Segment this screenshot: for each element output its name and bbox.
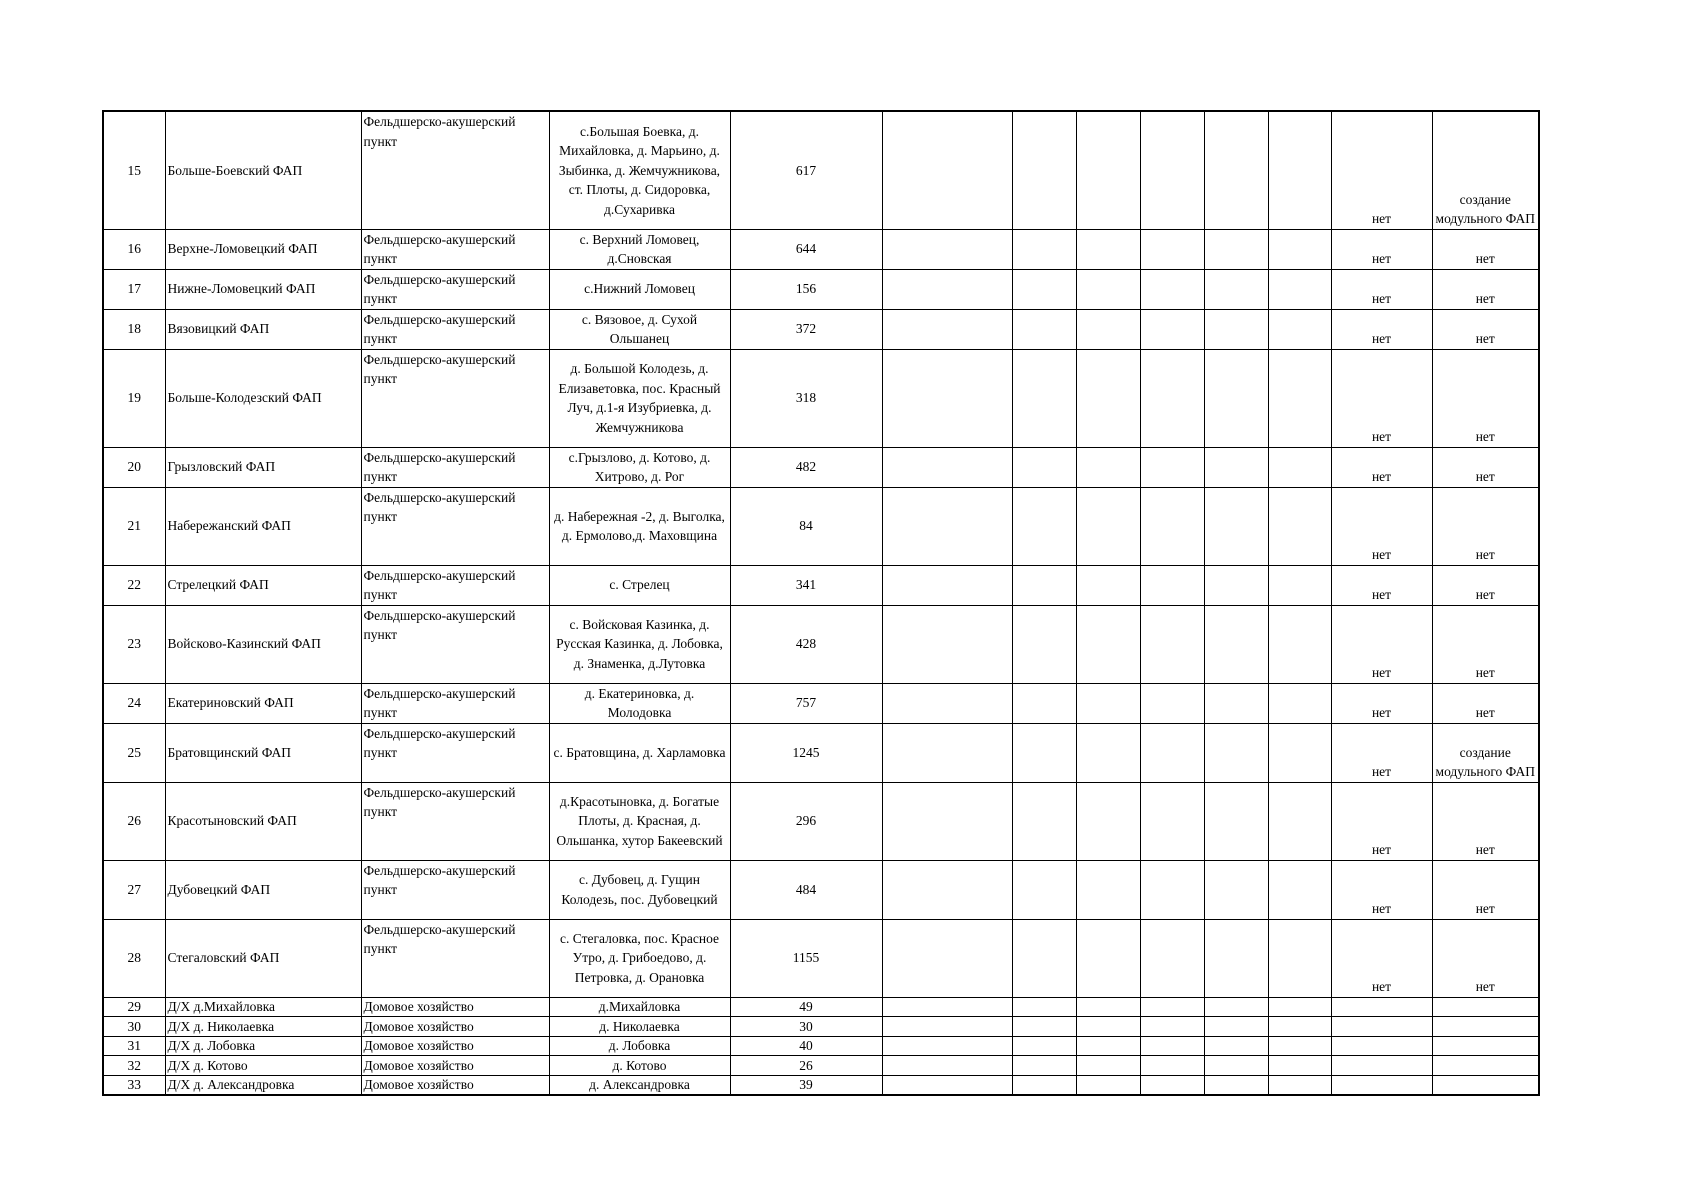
empty-cell: [1204, 723, 1268, 782]
empty-cell: [1204, 1036, 1268, 1056]
table-row: [103, 683, 1539, 723]
empty-cell: [882, 349, 1012, 447]
empty-cell: [1204, 447, 1268, 487]
empty-cell: [882, 997, 1012, 1017]
plan-cell: [1432, 1056, 1539, 1076]
population-count: 1245: [730, 723, 882, 782]
empty-cell: [1204, 782, 1268, 860]
status-cell: нет: [1331, 782, 1432, 860]
served-localities: с.Большая Боевка, д. Михайловка, д. Марьино, д. Зыбинка, д. Жемчужникова, ст. Плоты, д. Сидоровка, д.Сухаривка: [549, 111, 730, 229]
empty-cell: [882, 447, 1012, 487]
served-localities: д. Александровка: [549, 1075, 730, 1095]
empty-cell: [1204, 919, 1268, 997]
facility-name: Больше-Боевский ФАП: [165, 111, 361, 229]
empty-cell: [1012, 349, 1076, 447]
population-count: 39: [730, 1075, 882, 1095]
empty-cell: [882, 683, 1012, 723]
plan-cell: [1432, 1075, 1539, 1095]
population-count: 49: [730, 997, 882, 1017]
empty-cell: [882, 1075, 1012, 1095]
table-row: [103, 997, 1539, 1017]
empty-cell: [1140, 782, 1204, 860]
plan-cell: нет: [1432, 683, 1539, 723]
empty-cell: [1140, 1036, 1204, 1056]
served-localities: д. Большой Колодезь, д. Елизаветовка, пос. Красный Луч, д.1-я Изубриевка, д. Жемчужникова: [549, 349, 730, 447]
facility-name: Екатериновский ФАП: [165, 683, 361, 723]
empty-cell: [1268, 782, 1331, 860]
row-number: 18: [103, 309, 165, 349]
empty-cell: [1204, 565, 1268, 605]
empty-cell: [1076, 860, 1140, 919]
empty-cell: [1076, 1056, 1140, 1076]
empty-cell: [1268, 605, 1331, 683]
status-cell: нет: [1331, 565, 1432, 605]
row-number: 27: [103, 860, 165, 919]
status-cell: [1331, 1075, 1432, 1095]
empty-cell: [1204, 349, 1268, 447]
facility-name: Д/Х д.Михайловка: [165, 997, 361, 1017]
facility-type: Фельдшерско-акушерский пункт: [361, 349, 549, 447]
population-count: 26: [730, 1056, 882, 1076]
empty-cell: [1076, 349, 1140, 447]
row-number: 24: [103, 683, 165, 723]
table-row: [103, 349, 1539, 447]
empty-cell: [1076, 782, 1140, 860]
facility-name: Набережанский ФАП: [165, 487, 361, 565]
empty-cell: [1076, 1017, 1140, 1037]
facility-name: Д/Х д. Котово: [165, 1056, 361, 1076]
empty-cell: [1268, 349, 1331, 447]
population-count: 617: [730, 111, 882, 229]
empty-cell: [1204, 269, 1268, 309]
status-cell: [1331, 997, 1432, 1017]
empty-cell: [882, 229, 1012, 269]
status-cell: [1331, 1017, 1432, 1037]
facility-type: Фельдшерско-акушерский пункт: [361, 269, 549, 309]
empty-cell: [1012, 487, 1076, 565]
empty-cell: [1140, 919, 1204, 997]
facility-type: Фельдшерско-акушерский пункт: [361, 447, 549, 487]
served-localities: с. Стрелец: [549, 565, 730, 605]
empty-cell: [1012, 997, 1076, 1017]
served-localities: д. Екатериновка, д. Молодовка: [549, 683, 730, 723]
plan-cell: [1432, 1017, 1539, 1037]
empty-cell: [1140, 605, 1204, 683]
facility-name: Стрелецкий ФАП: [165, 565, 361, 605]
population-count: 1155: [730, 919, 882, 997]
empty-cell: [1140, 1017, 1204, 1037]
facility-name: Стегаловский ФАП: [165, 919, 361, 997]
empty-cell: [1268, 1017, 1331, 1037]
status-cell: нет: [1331, 111, 1432, 229]
served-localities: д. Лобовка: [549, 1036, 730, 1056]
empty-cell: [1012, 782, 1076, 860]
plan-cell: нет: [1432, 269, 1539, 309]
plan-cell: нет: [1432, 860, 1539, 919]
population-count: 644: [730, 229, 882, 269]
table-row: [103, 487, 1539, 565]
table-row: [103, 1075, 1539, 1095]
row-number: 25: [103, 723, 165, 782]
plan-cell: нет: [1432, 605, 1539, 683]
empty-cell: [882, 723, 1012, 782]
status-cell: нет: [1331, 229, 1432, 269]
empty-cell: [1140, 1075, 1204, 1095]
empty-cell: [1268, 487, 1331, 565]
facility-type: Домовое хозяйство: [361, 1056, 549, 1076]
empty-cell: [1268, 997, 1331, 1017]
empty-cell: [1076, 919, 1140, 997]
facility-type: Домовое хозяйство: [361, 1075, 549, 1095]
facility-type: Домовое хозяйство: [361, 1017, 549, 1037]
empty-cell: [1012, 1036, 1076, 1056]
empty-cell: [1076, 1075, 1140, 1095]
row-number: 33: [103, 1075, 165, 1095]
empty-cell: [1012, 229, 1076, 269]
empty-cell: [1012, 309, 1076, 349]
empty-cell: [1268, 1036, 1331, 1056]
empty-cell: [1268, 1056, 1331, 1076]
empty-cell: [882, 111, 1012, 229]
served-localities: с. Братовщина, д. Харламовка: [549, 723, 730, 782]
empty-cell: [1076, 309, 1140, 349]
facility-type: Фельдшерско-акушерский пункт: [361, 919, 549, 997]
empty-cell: [882, 1056, 1012, 1076]
empty-cell: [1140, 997, 1204, 1017]
facility-name: Красотыновский ФАП: [165, 782, 361, 860]
served-localities: с. Вязовое, д. Сухой Ольшанец: [549, 309, 730, 349]
empty-cell: [1204, 229, 1268, 269]
table-row: [103, 111, 1539, 229]
population-count: 482: [730, 447, 882, 487]
table-row: [103, 782, 1539, 860]
empty-cell: [1268, 1075, 1331, 1095]
facility-name: Больше-Колодезский ФАП: [165, 349, 361, 447]
row-number: 15: [103, 111, 165, 229]
facility-type: Фельдшерско-акушерский пункт: [361, 111, 549, 229]
table-row: [103, 1056, 1539, 1076]
plan-cell: нет: [1432, 309, 1539, 349]
population-count: 428: [730, 605, 882, 683]
facility-type: Фельдшерско-акушерский пункт: [361, 309, 549, 349]
plan-cell: создание модульного ФАП: [1432, 723, 1539, 782]
table-row: [103, 605, 1539, 683]
status-cell: нет: [1331, 723, 1432, 782]
empty-cell: [1012, 1075, 1076, 1095]
empty-cell: [1012, 1017, 1076, 1037]
table-row: [103, 309, 1539, 349]
served-localities: д. Набережная -2, д. Выголка, д. Ермолово,д. Маховщина: [549, 487, 730, 565]
facility-type: Фельдшерско-акушерский пункт: [361, 487, 549, 565]
facility-name: Д/Х д. Николаевка: [165, 1017, 361, 1037]
empty-cell: [1204, 1017, 1268, 1037]
table-row: [103, 269, 1539, 309]
status-cell: нет: [1331, 269, 1432, 309]
empty-cell: [1268, 229, 1331, 269]
empty-cell: [1268, 919, 1331, 997]
population-count: 757: [730, 683, 882, 723]
empty-cell: [1076, 487, 1140, 565]
facility-type: Фельдшерско-акушерский пункт: [361, 605, 549, 683]
empty-cell: [882, 309, 1012, 349]
status-cell: нет: [1331, 447, 1432, 487]
empty-cell: [882, 1036, 1012, 1056]
table-row: [103, 447, 1539, 487]
empty-cell: [1140, 723, 1204, 782]
plan-cell: нет: [1432, 487, 1539, 565]
empty-cell: [1140, 229, 1204, 269]
population-count: 318: [730, 349, 882, 447]
empty-cell: [882, 860, 1012, 919]
plan-cell: создание модульного ФАП: [1432, 111, 1539, 229]
facility-type: Домовое хозяйство: [361, 997, 549, 1017]
status-cell: нет: [1331, 349, 1432, 447]
facility-type: Фельдшерско-акушерский пункт: [361, 723, 549, 782]
facility-name: Вязовицкий ФАП: [165, 309, 361, 349]
served-localities: с.Грызлово, д. Котово, д. Хитрово, д. Рог: [549, 447, 730, 487]
facility-name: Д/Х д. Александровка: [165, 1075, 361, 1095]
table-row: [103, 919, 1539, 997]
population-count: 484: [730, 860, 882, 919]
empty-cell: [1012, 565, 1076, 605]
empty-cell: [1076, 1036, 1140, 1056]
empty-cell: [1140, 860, 1204, 919]
empty-cell: [1076, 683, 1140, 723]
empty-cell: [1076, 997, 1140, 1017]
served-localities: д.Михайловка: [549, 997, 730, 1017]
empty-cell: [1140, 447, 1204, 487]
population-count: 84: [730, 487, 882, 565]
table-row: [103, 723, 1539, 782]
facility-type: Фельдшерско-акушерский пункт: [361, 229, 549, 269]
table-row: [103, 565, 1539, 605]
facility-name: Грызловский ФАП: [165, 447, 361, 487]
facility-type: Фельдшерско-акушерский пункт: [361, 860, 549, 919]
empty-cell: [1268, 111, 1331, 229]
facility-type: Фельдшерско-акушерский пункт: [361, 782, 549, 860]
population-count: 156: [730, 269, 882, 309]
empty-cell: [1076, 723, 1140, 782]
population-count: 341: [730, 565, 882, 605]
row-number: 23: [103, 605, 165, 683]
empty-cell: [1140, 269, 1204, 309]
empty-cell: [1204, 111, 1268, 229]
table-row: [103, 860, 1539, 919]
empty-cell: [882, 919, 1012, 997]
empty-cell: [882, 269, 1012, 309]
row-number: 22: [103, 565, 165, 605]
table-row: [103, 1017, 1539, 1037]
served-localities: с. Войсковая Казинка, д. Русская Казинка, д. Лобовка, д. Знаменка, д.Лутовка: [549, 605, 730, 683]
table-row: [103, 229, 1539, 269]
empty-cell: [882, 605, 1012, 683]
facility-name: Верхне-Ломовецкий ФАП: [165, 229, 361, 269]
empty-cell: [1012, 269, 1076, 309]
plan-cell: нет: [1432, 782, 1539, 860]
empty-cell: [882, 782, 1012, 860]
population-count: 372: [730, 309, 882, 349]
served-localities: д. Котово: [549, 1056, 730, 1076]
row-number: 16: [103, 229, 165, 269]
empty-cell: [1204, 309, 1268, 349]
row-number: 21: [103, 487, 165, 565]
empty-cell: [1268, 860, 1331, 919]
empty-cell: [1140, 309, 1204, 349]
row-number: 20: [103, 447, 165, 487]
plan-cell: нет: [1432, 229, 1539, 269]
plan-cell: нет: [1432, 349, 1539, 447]
status-cell: нет: [1331, 683, 1432, 723]
empty-cell: [1012, 605, 1076, 683]
empty-cell: [882, 1017, 1012, 1037]
empty-cell: [1076, 605, 1140, 683]
plan-cell: [1432, 1036, 1539, 1056]
population-count: 296: [730, 782, 882, 860]
empty-cell: [1140, 349, 1204, 447]
empty-cell: [1012, 919, 1076, 997]
empty-cell: [1204, 1075, 1268, 1095]
empty-cell: [1012, 447, 1076, 487]
empty-cell: [1268, 683, 1331, 723]
plan-cell: [1432, 997, 1539, 1017]
table-row: [103, 1036, 1539, 1056]
empty-cell: [1140, 683, 1204, 723]
row-number: 28: [103, 919, 165, 997]
status-cell: нет: [1331, 919, 1432, 997]
empty-cell: [1076, 447, 1140, 487]
empty-cell: [1268, 269, 1331, 309]
empty-cell: [1140, 111, 1204, 229]
status-cell: [1331, 1036, 1432, 1056]
facility-name: Нижне-Ломовецкий ФАП: [165, 269, 361, 309]
facility-type: Фельдшерско-акушерский пункт: [361, 565, 549, 605]
served-localities: с. Верхний Ломовец, д.Сновская: [549, 229, 730, 269]
empty-cell: [1140, 1056, 1204, 1076]
empty-cell: [1076, 229, 1140, 269]
facility-name: Д/Х д. Лобовка: [165, 1036, 361, 1056]
status-cell: нет: [1331, 860, 1432, 919]
row-number: 17: [103, 269, 165, 309]
empty-cell: [1140, 565, 1204, 605]
plan-cell: нет: [1432, 919, 1539, 997]
row-number: 19: [103, 349, 165, 447]
empty-cell: [1076, 565, 1140, 605]
empty-cell: [1268, 723, 1331, 782]
empty-cell: [1076, 111, 1140, 229]
empty-cell: [882, 487, 1012, 565]
row-number: 31: [103, 1036, 165, 1056]
status-cell: нет: [1331, 605, 1432, 683]
served-localities: с.Нижний Ломовец: [549, 269, 730, 309]
status-cell: нет: [1331, 487, 1432, 565]
status-cell: [1331, 1056, 1432, 1076]
plan-cell: нет: [1432, 447, 1539, 487]
facility-name: Братовщинский ФАП: [165, 723, 361, 782]
facilities-table: [102, 110, 1540, 1096]
empty-cell: [1268, 447, 1331, 487]
empty-cell: [1204, 683, 1268, 723]
served-localities: д.Красотыновка, д. Богатые Плоты, д. Красная, д. Ольшанка, хутор Бакеевский: [549, 782, 730, 860]
row-number: 29: [103, 997, 165, 1017]
empty-cell: [1012, 723, 1076, 782]
empty-cell: [1204, 1056, 1268, 1076]
population-count: 30: [730, 1017, 882, 1037]
empty-cell: [1076, 269, 1140, 309]
empty-cell: [1140, 487, 1204, 565]
empty-cell: [1012, 111, 1076, 229]
empty-cell: [1012, 1056, 1076, 1076]
served-localities: д. Николаевка: [549, 1017, 730, 1037]
empty-cell: [1268, 565, 1331, 605]
served-localities: с. Дубовец, д. Гущин Колодезь, пос. Дубовецкий: [549, 860, 730, 919]
empty-cell: [882, 565, 1012, 605]
empty-cell: [1012, 683, 1076, 723]
empty-cell: [1012, 860, 1076, 919]
empty-cell: [1204, 860, 1268, 919]
plan-cell: нет: [1432, 565, 1539, 605]
population-count: 40: [730, 1036, 882, 1056]
empty-cell: [1268, 309, 1331, 349]
empty-cell: [1204, 487, 1268, 565]
served-localities: с. Стегаловка, пос. Красное Утро, д. Грибоедово, д. Петровка, д. Орановка: [549, 919, 730, 997]
empty-cell: [1204, 997, 1268, 1017]
row-number: 26: [103, 782, 165, 860]
facility-type: Домовое хозяйство: [361, 1036, 549, 1056]
row-number: 32: [103, 1056, 165, 1076]
empty-cell: [1204, 605, 1268, 683]
status-cell: нет: [1331, 309, 1432, 349]
facility-type: Фельдшерско-акушерский пункт: [361, 683, 549, 723]
facility-name: Дубовецкий ФАП: [165, 860, 361, 919]
facility-name: Войсково-Казинский ФАП: [165, 605, 361, 683]
row-number: 30: [103, 1017, 165, 1037]
